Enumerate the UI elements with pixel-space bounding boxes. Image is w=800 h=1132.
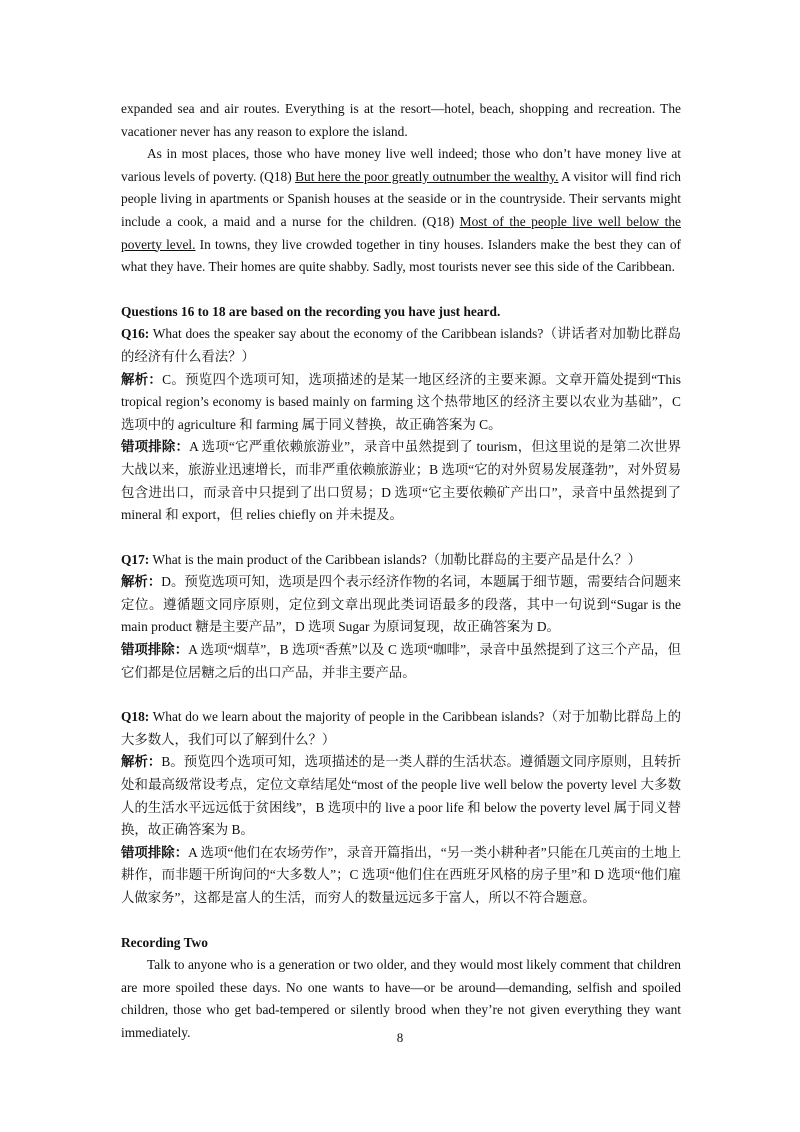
elimination-label: 错项排除： bbox=[121, 642, 189, 658]
passage-text: A visitor will find rich people living in apartments or Spanish houses at the seaside or in the countryside. Their servants might include a cook, a maid and a nurse for the children. (Q18) bbox=[121, 168, 681, 229]
passage-paragraph-1: expanded sea and air routes. Everything is at the resort—hotel, beach, shopping and recreation. The vacationer never has any reason to explore the island. bbox=[121, 101, 681, 139]
q17-analysis bbox=[121, 571, 681, 639]
q18-question-text: What do we learn about the majority of people in the Caribbean islands?（对于加勒比群岛上的大多数人，我们可以了解到什么？） bbox=[121, 709, 681, 747]
section-heading: Questions 16 to 18 are based on the recording you have just heard. bbox=[121, 303, 501, 319]
underlined-answer-sentence: Most of the people live well below the poverty level. bbox=[121, 213, 681, 252]
passage-text: As in most places, those who have money live well indeed; those who don’t have money live at various levels of poverty. (Q18) bbox=[121, 146, 681, 184]
elimination-label: 错项排除： bbox=[121, 439, 190, 455]
elimination-label: 错项排除： bbox=[121, 844, 189, 860]
q17-question bbox=[121, 549, 681, 572]
passage-text: In towns, they live crowded together in tiny houses. Islanders make the best they can of what they have. Their homes are quite shabby. Sadly, most tourists never see this side of the Caribbean. bbox=[121, 236, 681, 275]
recording-two-heading: Recording Two bbox=[121, 934, 208, 950]
q18-elimination bbox=[121, 842, 681, 910]
q16-elimination bbox=[121, 436, 681, 526]
analysis-text: B。预览四个选项可知，选项描述的是一类人群的生活状态。遵循题文同序原则，且转折处和最高级常设考点，定位文章结尾处“most of the people live well below the poverty level 大多数人的生活水平远远低于贫困线”，B 选项中的 live a poor life 和 below the poverty level 属于同义替换，故正确答案为 B。 bbox=[121, 754, 681, 838]
analysis-label: 解析： bbox=[121, 574, 162, 590]
elimination-text: A 选项“它严重依赖旅游业”，录音中虽然提到了 tourism，但这里说的是第二次世界大战以来，旅游业迅速增长，而非严重依赖旅游业；B 选项“它的对外贸易发展蓬勃”，对外贸易包含进出口，而录音中只提到了出口贸易；D 选项“它主要依赖矿产出口”，录音中虽然提到了 mineral 和 export，但 relies chiefly on 并未提及。 bbox=[121, 439, 681, 523]
analysis-text: C。预览四个选项可知，选项描述的是某一地区经济的主要来源。文章开篇处提到“This tropical region’s economy is based mainly on farming 这个热带地区的经济主要以农业为基础”，C 选项中的 agriculture 和 farming 属于同义替换，故正确答案为 C。 bbox=[121, 371, 682, 432]
analysis-label: 解析： bbox=[121, 754, 162, 770]
q16-analysis bbox=[121, 369, 681, 437]
q16-question-text: What does the speaker say about the economy of the Caribbean islands?（讲话者对加勒比群岛的经济有什么看法？） bbox=[121, 326, 681, 364]
q17-question-text: What is the main product of the Caribbean islands?（加勒比群岛的主要产品是什么？） bbox=[149, 551, 642, 567]
document-body bbox=[121, 98, 681, 1045]
q17-label: Q17: bbox=[121, 551, 150, 567]
q18-analysis bbox=[121, 751, 681, 841]
page-number: 8 bbox=[396, 1030, 404, 1045]
q16-question bbox=[121, 323, 681, 368]
q18-label: Q18: bbox=[121, 709, 150, 725]
analysis-label: 解析： bbox=[121, 371, 163, 387]
underlined-answer-sentence: But here the poor greatly outnumber the wealthy. bbox=[295, 168, 559, 184]
passage-paragraph-2 bbox=[121, 143, 681, 279]
q18-question bbox=[121, 706, 681, 751]
q17-elimination bbox=[121, 639, 681, 684]
analysis-text: D。预览选项可知，选项是四个表示经济作物的名词，本题属于细节题，需要结合问题来定位。遵循题文同序原则，定位到文章出现此类词语最多的段落，其中一句说到“Sugar is the main product 糖是主要产品”，D 选项 Sugar 为原词复现，故正确答案为 D。 bbox=[121, 574, 682, 635]
elimination-text: A 选项“烟草”，B 选项“香蕉”以及 C 选项“咖啡”，录音中虽然提到了这三个产品，但它们都是位居糖之后的出口产品，并非主要产品。 bbox=[121, 642, 682, 680]
elimination-text: A 选项“他们在农场劳作”，录音开篇指出，“另一类小耕种者”只能在几英亩的土地上耕作，而非题干所询问的“大多数人”；C 选项“他们住在西班牙风格的房子里”和 D 选项“他们雇人做家务”，这都是富人的生活，而穷人的数量远远多于富人，所以不符合题意。 bbox=[121, 844, 681, 905]
q16-label: Q16: bbox=[121, 326, 150, 342]
recording-two-paragraph: Talk to anyone who is a generation or two older, and they would most likely comment that children are more spoiled these days. No one wants to have—or be around—demanding, selfish and spoiled children, those who get bad-tempered or silently brood when they’re not given everything they want immediately. bbox=[121, 957, 681, 1040]
